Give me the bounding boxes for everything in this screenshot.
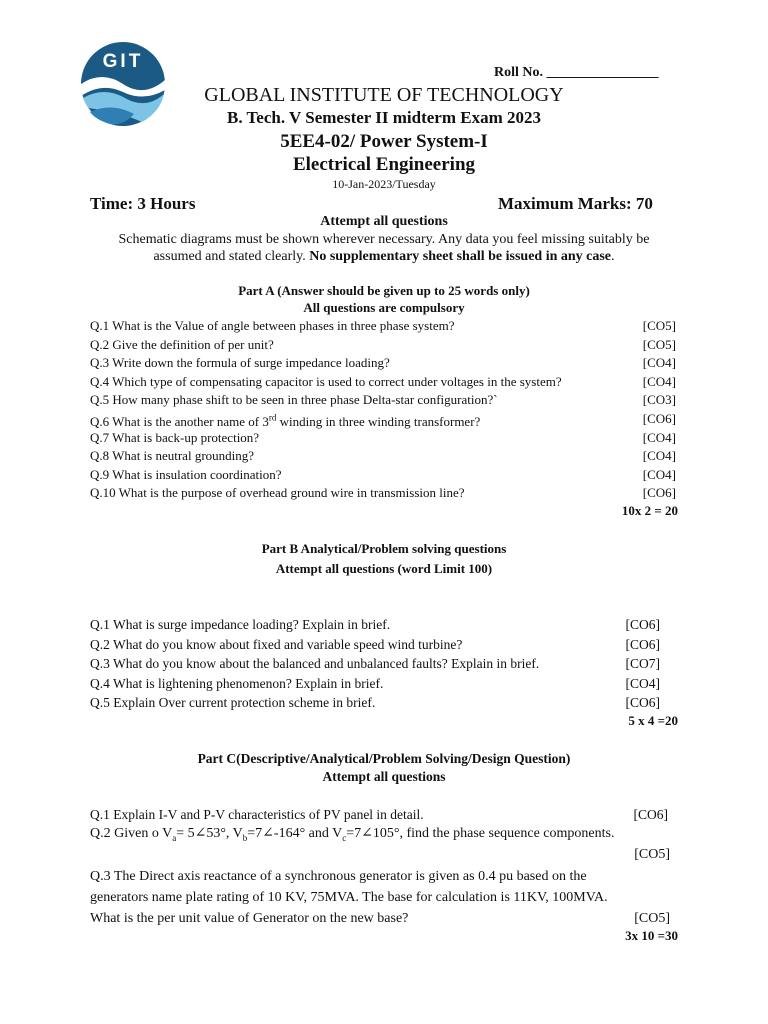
part-a-question: [90, 336, 676, 353]
q2-text-4: =7∠105°, find the phase sequence components.: [346, 826, 615, 841]
part-c-subtitle: Attempt all questions: [322, 769, 446, 784]
course-outcome: [CO5]: [634, 847, 670, 862]
question-text: What is the per unit value of Generator on the new base?: [90, 911, 409, 926]
question-text: Q.1 What is the Value of angle between phases in three phase system?: [90, 318, 455, 333]
course-outcome: [CO4]: [642, 373, 676, 389]
question-text: Q.5 Explain Over current protection scheme in brief.: [90, 695, 376, 710]
part-b-question: [90, 636, 670, 654]
part-c-question-3-line-1: Q.3 The Direct axis reactance of a synchronous generator is given as 0.4 pu based on the: [90, 869, 587, 884]
instructions-line-2-text: assumed and stated clearly.: [153, 249, 306, 264]
part-a-question: [90, 484, 676, 501]
course-outcome: [CO3]: [642, 392, 676, 408]
course-outcome: [CO4]: [642, 355, 676, 371]
superscript: rd: [268, 413, 277, 423]
instructions-line-2-bold: No supplementary sheet shall be issued in any case: [309, 249, 612, 264]
part-a-question: [90, 447, 676, 464]
course-outcome: [CO5]: [634, 911, 670, 926]
q2-text-2: = 5∠53°, V: [176, 826, 243, 841]
q2-text-1: Q.2 Given o V: [90, 826, 173, 841]
question-text-start: Q.6 What is the another name of 3: [90, 414, 269, 430]
part-c-question-2: [90, 825, 670, 847]
exam-date: 10-Jan-2023/Tuesday: [332, 177, 436, 191]
question-text-end: winding in three winding transformer?: [276, 414, 481, 430]
part-a-marks: 10x 2 = 20: [621, 503, 678, 518]
part-a-question: [90, 391, 676, 408]
course-outcome: [CO6]: [625, 636, 660, 652]
question-text: Q.3 Write down the formula of surge impedance loading?: [90, 355, 390, 371]
part-b-question: [90, 694, 670, 712]
part-c-marks: 3x 10 =30: [625, 928, 678, 943]
course-outcome: [CO4]: [642, 429, 676, 445]
part-a-question: [90, 429, 676, 446]
part-b-question: [90, 616, 670, 634]
part-a-question: [90, 466, 676, 483]
question-text: Q.7 What is back-up protection?: [90, 429, 260, 445]
instructions-line-2: [0, 249, 768, 265]
exam-title: B. Tech. V Semester II midterm Exam 2023: [226, 108, 542, 127]
part-c-question-3-line-3: [90, 909, 670, 929]
part-a-question: [90, 354, 676, 371]
part-b-question: [90, 655, 670, 673]
course-outcome: [CO4]: [642, 466, 676, 482]
course-outcome: [CO6]: [633, 807, 668, 822]
course-outcome: [CO4]: [642, 448, 676, 464]
roll-number-field: Roll No. ________________: [494, 65, 659, 80]
course-outcome: [CO6]: [642, 411, 676, 426]
part-b-title: Part B Analytical/Problem solving questions: [261, 541, 507, 556]
part-a-question: [90, 373, 676, 390]
course-outcome: [CO7]: [625, 656, 660, 671]
part-c-title: Part C(Descriptive/Analytical/Problem Solving/Design Question): [197, 751, 571, 766]
q2-subscript-c: c: [342, 832, 347, 843]
part-a-question: [90, 410, 676, 430]
question-text: Q.9 What is insulation coordination?: [90, 466, 282, 482]
institute-name: GLOBAL INSTITUTE OF TECHNOLOGY: [204, 84, 564, 106]
part-b-subtitle: Attempt all questions (word Limit 100): [275, 561, 493, 576]
question-text: [90, 414, 480, 429]
question-text: Q.8 What is neutral grounding?: [90, 448, 255, 464]
question-text: Q.2 What do you know about fixed and variable speed wind turbine?: [90, 636, 463, 652]
part-c-question-3-line-2: generators name plate rating of 10 KV, 75MVA. The base for calculation is 11KV, 100MVA.: [90, 890, 608, 905]
q2-text-3: =7∠-164° and V: [247, 826, 343, 841]
course-outcome: [CO6]: [625, 695, 660, 710]
branch-name: Electrical Engineering: [292, 154, 476, 175]
instructions-line-2-end: .: [611, 249, 615, 264]
question-text: Q.10 What is the purpose of overhead ground wire in transmission line?: [90, 485, 465, 501]
question-text: Q.1 Explain I-V and P-V characteristics of PV panel in detail.: [90, 807, 424, 822]
instructions-title: Attempt all questions: [320, 214, 448, 229]
part-c-question-1: [90, 806, 670, 824]
q2-subscript-a: a: [172, 832, 177, 843]
subject-code: 5EE4-02/ Power System-I: [280, 131, 488, 152]
course-outcome: [CO5]: [642, 318, 676, 333]
part-a-title: Part A (Answer should be given up to 25 words only): [238, 283, 530, 298]
course-outcome: [CO4]: [625, 675, 660, 691]
question-text: Q.2 Give the definition of per unit?: [90, 336, 274, 352]
exam-duration: Time: 3 Hours: [90, 194, 196, 213]
part-a-question: [90, 317, 676, 334]
question-text: [90, 826, 614, 841]
part-b-marks: 5 x 4 =20: [628, 713, 678, 728]
logo-text: GIT: [102, 51, 144, 72]
question-text: Q.5 How many phase shift to be seen in three phase Delta-star configuration?`: [90, 392, 498, 408]
q2-subscript-b: b: [242, 832, 248, 843]
question-text: Q.4 Which type of compensating capacitor is used to correct under voltages in the system?: [90, 373, 562, 389]
question-text: Q.1 What is surge impedance loading? Explain in brief.: [90, 617, 391, 632]
course-outcome: [CO5]: [642, 336, 676, 352]
part-b-question: [90, 675, 670, 693]
course-outcome: [CO6]: [625, 617, 660, 632]
course-outcome: [CO6]: [642, 485, 676, 501]
question-text: Q.4 What is lightening phenomenon? Explain in brief.: [90, 675, 384, 691]
instructions-line-1: Schematic diagrams must be shown wherever necessary. Any data you feel missing suitably be: [118, 232, 650, 247]
part-a-subtitle: All questions are compulsory: [303, 300, 465, 315]
question-text: Q.3 What do you know about the balanced and unbalanced faults? Explain in brief.: [90, 656, 540, 671]
maximum-marks: Maximum Marks: 70: [498, 194, 653, 213]
